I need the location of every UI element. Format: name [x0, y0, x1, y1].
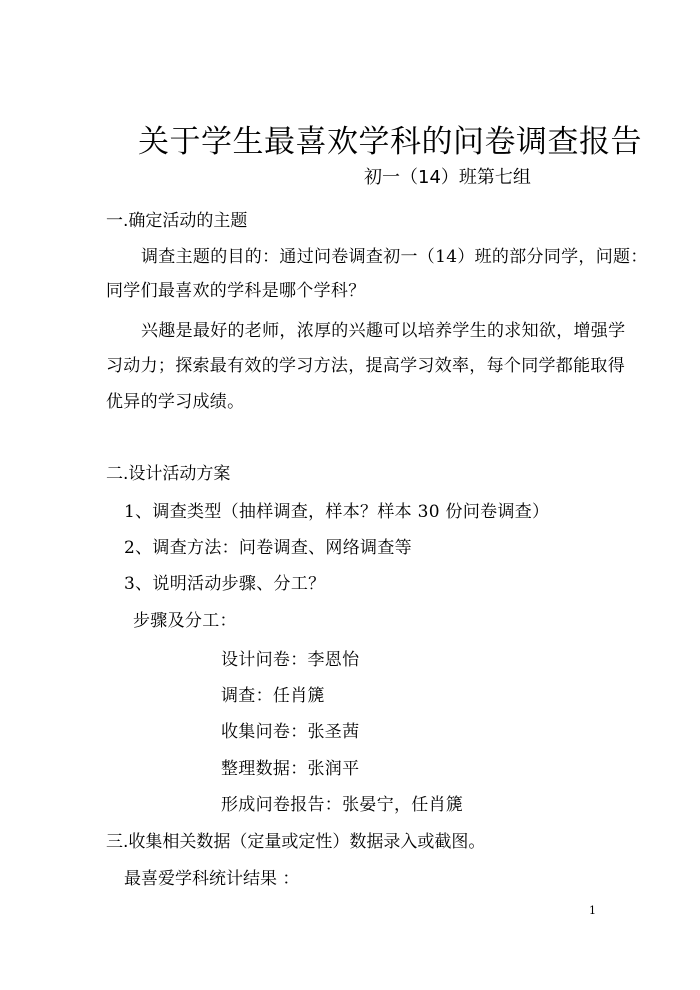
- section2-item-3: 3、说明活动步骤、分工？: [124, 574, 326, 594]
- section1-para1-line2: 同学们最喜欢的学科是哪个学科？: [106, 281, 366, 301]
- assignment-survey: 调查：任肖篪: [221, 686, 325, 706]
- assignment-organize: 整理数据：张润平: [221, 759, 360, 779]
- assignment-report: 形成问卷报告：张晏宁，任肖篪: [221, 795, 464, 815]
- report-subtitle: 初一（14）班第七组: [364, 167, 531, 188]
- section2-item-2: 2、调查方法：问卷调查、网络调查等: [124, 538, 412, 558]
- section1-para2-line1: 兴趣是最好的老师，浓厚的兴趣可以培养学生的求知欲，增强学: [141, 321, 626, 341]
- section2-item-1: 1、调查类型（抽样调查，样本？样本 30 份问卷调查）: [124, 502, 550, 522]
- section3-heading: 三.收集相关数据（定量或定性）数据录入或截图。: [106, 832, 486, 852]
- assignment-design: 设计问卷：李恩怡: [221, 650, 360, 670]
- page-number: 1: [589, 904, 596, 917]
- steps-label: 步骤及分工：: [133, 611, 237, 631]
- result-label: 最喜爱学科统计结果 ：: [124, 869, 300, 889]
- section1-para1-line1: 调查主题的目的：通过问卷调查初一（14）班的部分同学，问题：: [141, 247, 648, 267]
- report-title: 关于学生最喜欢学科的问卷调查报告: [138, 124, 642, 160]
- section2-heading: 二.设计活动方案: [106, 464, 231, 484]
- section1-para2-line2: 习动力；探索最有效的学习方法，提高学习效率，每个同学都能取得: [106, 356, 625, 376]
- section1-para2-line3: 优异的学习成绩。: [106, 392, 245, 412]
- assignment-collect: 收集问卷：张圣茜: [221, 722, 360, 742]
- section1-heading: 一.确定活动的主题: [106, 211, 248, 231]
